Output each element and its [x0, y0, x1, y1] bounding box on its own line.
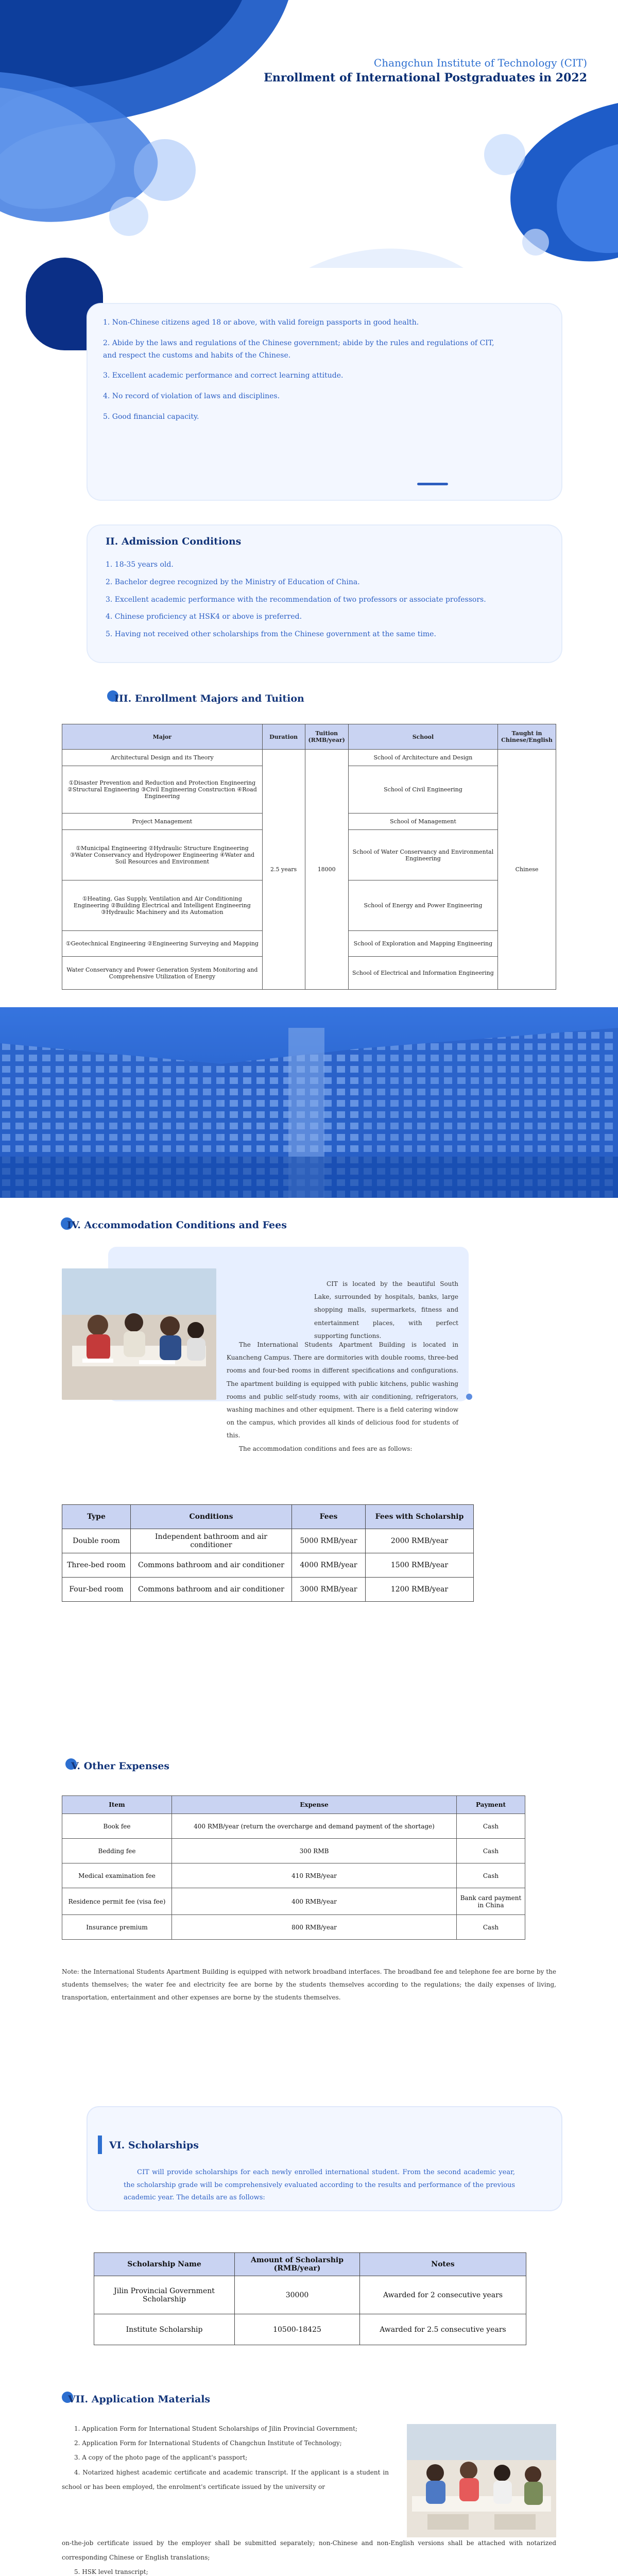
cell: 2000 RMB/year — [366, 1529, 474, 1553]
table-row — [62, 750, 556, 766]
col-header: Amount of Scholarship (RMB/year) — [235, 2253, 360, 2276]
col-header: Expense — [172, 1796, 457, 1814]
expenses-table — [62, 1795, 525, 1940]
table-row — [94, 2314, 526, 2345]
paragraph: CIT is located by the beautiful South Lake, surrounded by hospitals, banks, large shopping malls, supermarkets, fitness and entertainment places, with perfect supporting functions. — [314, 1280, 458, 1340]
list-item: 4. Chinese proficiency at HSK4 or above is preferred. — [106, 613, 302, 621]
admission-title: II. Admission Conditions — [106, 536, 242, 547]
list-item: 3. Excellent academic performance with the recommendation of two professors or associate professors. — [106, 595, 486, 604]
list-item: 4. Notarized highest academic certificate and academic transcript. If the applicant is a student in school or has been employed, the enrolment's certificate issued by the university or — [62, 2468, 389, 2490]
cell: Independent bathroom and air conditioner — [131, 1529, 292, 1553]
cell: 400 RMB/year (return the overcharge and demand payment of the shortage) — [172, 1814, 457, 1839]
list-item: 2. Abide by the laws and regulations of the Chinese government; abide by the rules and regulations of CIT, — [103, 338, 494, 347]
cell: 1500 RMB/year — [366, 1553, 474, 1578]
col-header: Fees with Scholarship — [366, 1505, 474, 1529]
cell: Bank card payment in China — [457, 1888, 525, 1915]
school-cell: School of Exploration and Mapping Engineering — [348, 931, 497, 957]
cell: 800 RMB/year — [172, 1915, 457, 1940]
list-item: 3. A copy of the photo page of the applicant's passport; — [74, 2454, 248, 2462]
col-header: Type — [62, 1505, 131, 1529]
majors-table-wrapper — [62, 724, 556, 990]
cell: 1200 RMB/year — [366, 1578, 474, 1602]
list-item: on-the-job certificate issued by the employer shall be submitted separately; non-Chinese and non-English versions shall be attached with notarized corresponding Chinese or English translations; — [62, 2539, 556, 2562]
school-cell: School of Civil Engineering — [348, 766, 497, 814]
header-banner — [0, 0, 618, 268]
col-header: Major — [62, 724, 263, 750]
majors-table — [62, 724, 556, 990]
expenses-table-wrapper — [62, 1795, 525, 1940]
major-cell: Architectural Design and its Theory — [62, 750, 263, 766]
decor-bar — [417, 483, 448, 485]
accommodation-table — [62, 1504, 474, 1602]
cell: Insurance premium — [62, 1915, 172, 1940]
paragraph: The International Students Apartment Building is located in Kuancheng Campus. There are dormitories with double rooms, three-bed rooms and four-bed rooms in different specifications and configurations. The apartment building is equipped with public kitchens, public washing rooms and public self-study rooms, with air conditioning, refrigerators, washing machines and other equipment. There is a field catering window on the campus, which provides all kinds of delicious food for students of this. — [227, 1341, 458, 1439]
col-header: Notes — [360, 2253, 526, 2276]
cell: Cash — [457, 1814, 525, 1839]
cell: Four-bed room — [62, 1578, 131, 1602]
cell: Three-bed room — [62, 1553, 131, 1578]
major-cell: ①Geotechnical Engineering ②Engineering Surveying and Mapping — [62, 931, 263, 957]
decor-dot — [466, 1394, 472, 1400]
admission-list — [106, 559, 548, 646]
school-cell: School of Architecture and Design — [348, 750, 497, 766]
list-item: 4. No record of violation of laws and disciplines. — [103, 392, 280, 401]
page-title: Enrollment of International Postgraduates in 2022 — [264, 71, 587, 84]
col-header: Scholarship Name — [94, 2253, 235, 2276]
list-item: 1. Application Form for International Student Scholarships of Jilin Provincial Government; — [74, 2425, 357, 2432]
classroom-photo — [407, 2424, 556, 2537]
cell: Awarded for 2.5 consecutive years — [360, 2314, 526, 2345]
scholarship-table-wrapper — [94, 2252, 526, 2345]
cell: Double room — [62, 1529, 131, 1553]
cell: Cash — [457, 1915, 525, 1940]
col-header: Taught in Chinese/English — [498, 724, 556, 750]
list-item: 5. Good financial capacity. — [103, 412, 199, 421]
col-header: Item — [62, 1796, 172, 1814]
cell: Awarded for 2 consecutive years — [360, 2276, 526, 2314]
scholarship-title: VI. Scholarships — [109, 2140, 199, 2151]
expenses-note: Note: the International Students Apartment Building is equipped with network broadband interfaces. The broadband fee and telephone fee are borne by the students themselves; the water fee and electricity fee are borne by the students themselves according to the regulations; the daily expenses of living, transportation, entertainment and other expenses are borne by the students themselves. — [62, 1968, 556, 2002]
cell: Bedding fee — [62, 1839, 172, 1863]
col-header: Payment — [457, 1796, 525, 1814]
major-cell: ①Disaster Prevention and Reduction and Protection Engineering ②Structural Engineering ③Civil Engineering Construction ④Road Engineering — [62, 766, 263, 814]
table-row — [62, 1863, 525, 1888]
table-row — [62, 1888, 525, 1915]
duration-cell: 2.5 years — [262, 750, 305, 990]
cell: Residence permit fee (visa fee) — [62, 1888, 172, 1915]
col-header: Fees — [292, 1505, 366, 1529]
campus-banner — [0, 1007, 618, 1198]
cell: 300 RMB — [172, 1839, 457, 1863]
cell: 4000 RMB/year — [292, 1553, 366, 1578]
cell: Commons bathroom and air conditioner — [131, 1553, 292, 1578]
major-cell: Water Conservancy and Power Generation System Monitoring and Comprehensive Utilization of Energy — [62, 957, 263, 990]
basic-conditions-list — [103, 317, 551, 432]
list-item: 5. HSK level transcript; — [74, 2568, 148, 2576]
col-header: Tuition (RMB/year) — [305, 724, 348, 750]
cell: 10500-18425 — [235, 2314, 360, 2345]
header-waves — [0, 0, 618, 268]
accommodation-table-wrapper — [62, 1504, 474, 1602]
school-cell: School of Management — [348, 814, 497, 830]
school-cell: School of Water Conservancy and Environmental Engineering — [348, 830, 497, 880]
materials-list-short — [62, 2421, 389, 2494]
cell: 30000 — [235, 2276, 360, 2314]
cell: 400 RMB/year — [172, 1888, 457, 1915]
basic-conditions-title: I. Basic Conditions — [103, 279, 207, 291]
school-cell: School of Electrical and Information Engineering — [348, 957, 497, 990]
table-row — [62, 1529, 474, 1553]
campus-building-image — [0, 1007, 618, 1198]
list-item: 2. Application Form for International Students of Changchun Institute of Technology; — [74, 2439, 342, 2447]
list-item: 3. Excellent academic performance and correct learning attitude. — [103, 371, 344, 380]
paragraph: The accommodation conditions and fees are as follows: — [239, 1445, 413, 1452]
university-name: Changchun Institute of Technology (CIT) — [373, 57, 587, 69]
list-item: 5. Having not received other scholarships from the Chinese government at the same time. — [106, 630, 436, 639]
table-row — [62, 1553, 474, 1578]
tuition-cell: 18000 — [305, 750, 348, 990]
decor-bar — [98, 2136, 102, 2154]
expenses-title: V. Other Expenses — [71, 1760, 169, 1772]
table-row — [62, 1814, 525, 1839]
cell: Commons bathroom and air conditioner — [131, 1578, 292, 1602]
major-cell: ①Municipal Engineering ②Hydraulic Structure Engineering ③Water Conservancy and Hydropower Engineering ④Water and Soil Resources and Environment — [62, 830, 263, 880]
header-title-block — [264, 57, 587, 84]
col-header: Duration — [262, 724, 305, 750]
students-photo — [62, 1268, 216, 1400]
table-row — [62, 1915, 525, 1940]
cell: Cash — [457, 1863, 525, 1888]
language-cell: Chinese — [498, 750, 556, 990]
col-header: School — [348, 724, 497, 750]
major-cell: Project Management — [62, 814, 263, 830]
list-item: and respect the customs and habits of the Chinese. — [103, 351, 291, 360]
cell: Institute Scholarship — [94, 2314, 235, 2345]
table-row — [62, 1839, 525, 1863]
cell: 5000 RMB/year — [292, 1529, 366, 1553]
materials-list-long — [62, 2536, 556, 2576]
cell: Jilin Provincial Government Scholarship — [94, 2276, 235, 2314]
accommodation-intro — [314, 1278, 458, 1343]
list-item: 1. 18-35 years old. — [106, 561, 174, 569]
scholarship-text: CIT will provide scholarships for each newly enrolled international student. From the second academic year, the scholarship grade will be comprehensively evaluated according to the results and performance of the previous academic year. The details are as follows: — [124, 2168, 515, 2202]
cell: Cash — [457, 1839, 525, 1863]
major-cell: ①Heating, Gas Supply, Ventilation and Air Conditioning Engineering ②Building Electrical and Intelligent Engineering ③Hydraulic Machinery and its Automation — [62, 880, 263, 931]
cell: Medical examination fee — [62, 1863, 172, 1888]
col-header: Conditions — [131, 1505, 292, 1529]
majors-title: III. Enrollment Majors and Tuition — [114, 693, 304, 704]
cell: Book fee — [62, 1814, 172, 1839]
scholarship-table — [94, 2252, 526, 2345]
accommodation-title: IV. Accommodation Conditions and Fees — [67, 1219, 287, 1231]
list-item: 2. Bachelor degree recognized by the Ministry of Education of China. — [106, 578, 360, 586]
school-cell: School of Energy and Power Engineering — [348, 880, 497, 931]
table-row — [94, 2276, 526, 2314]
list-item: 1. Non-Chinese citizens aged 18 or above, with valid foreign passports in good health. — [103, 318, 419, 327]
cell: 410 RMB/year — [172, 1863, 457, 1888]
accommodation-details — [227, 1338, 458, 1455]
materials-title: VII. Application Materials — [68, 2394, 211, 2405]
table-row — [62, 1578, 474, 1602]
cell: 3000 RMB/year — [292, 1578, 366, 1602]
